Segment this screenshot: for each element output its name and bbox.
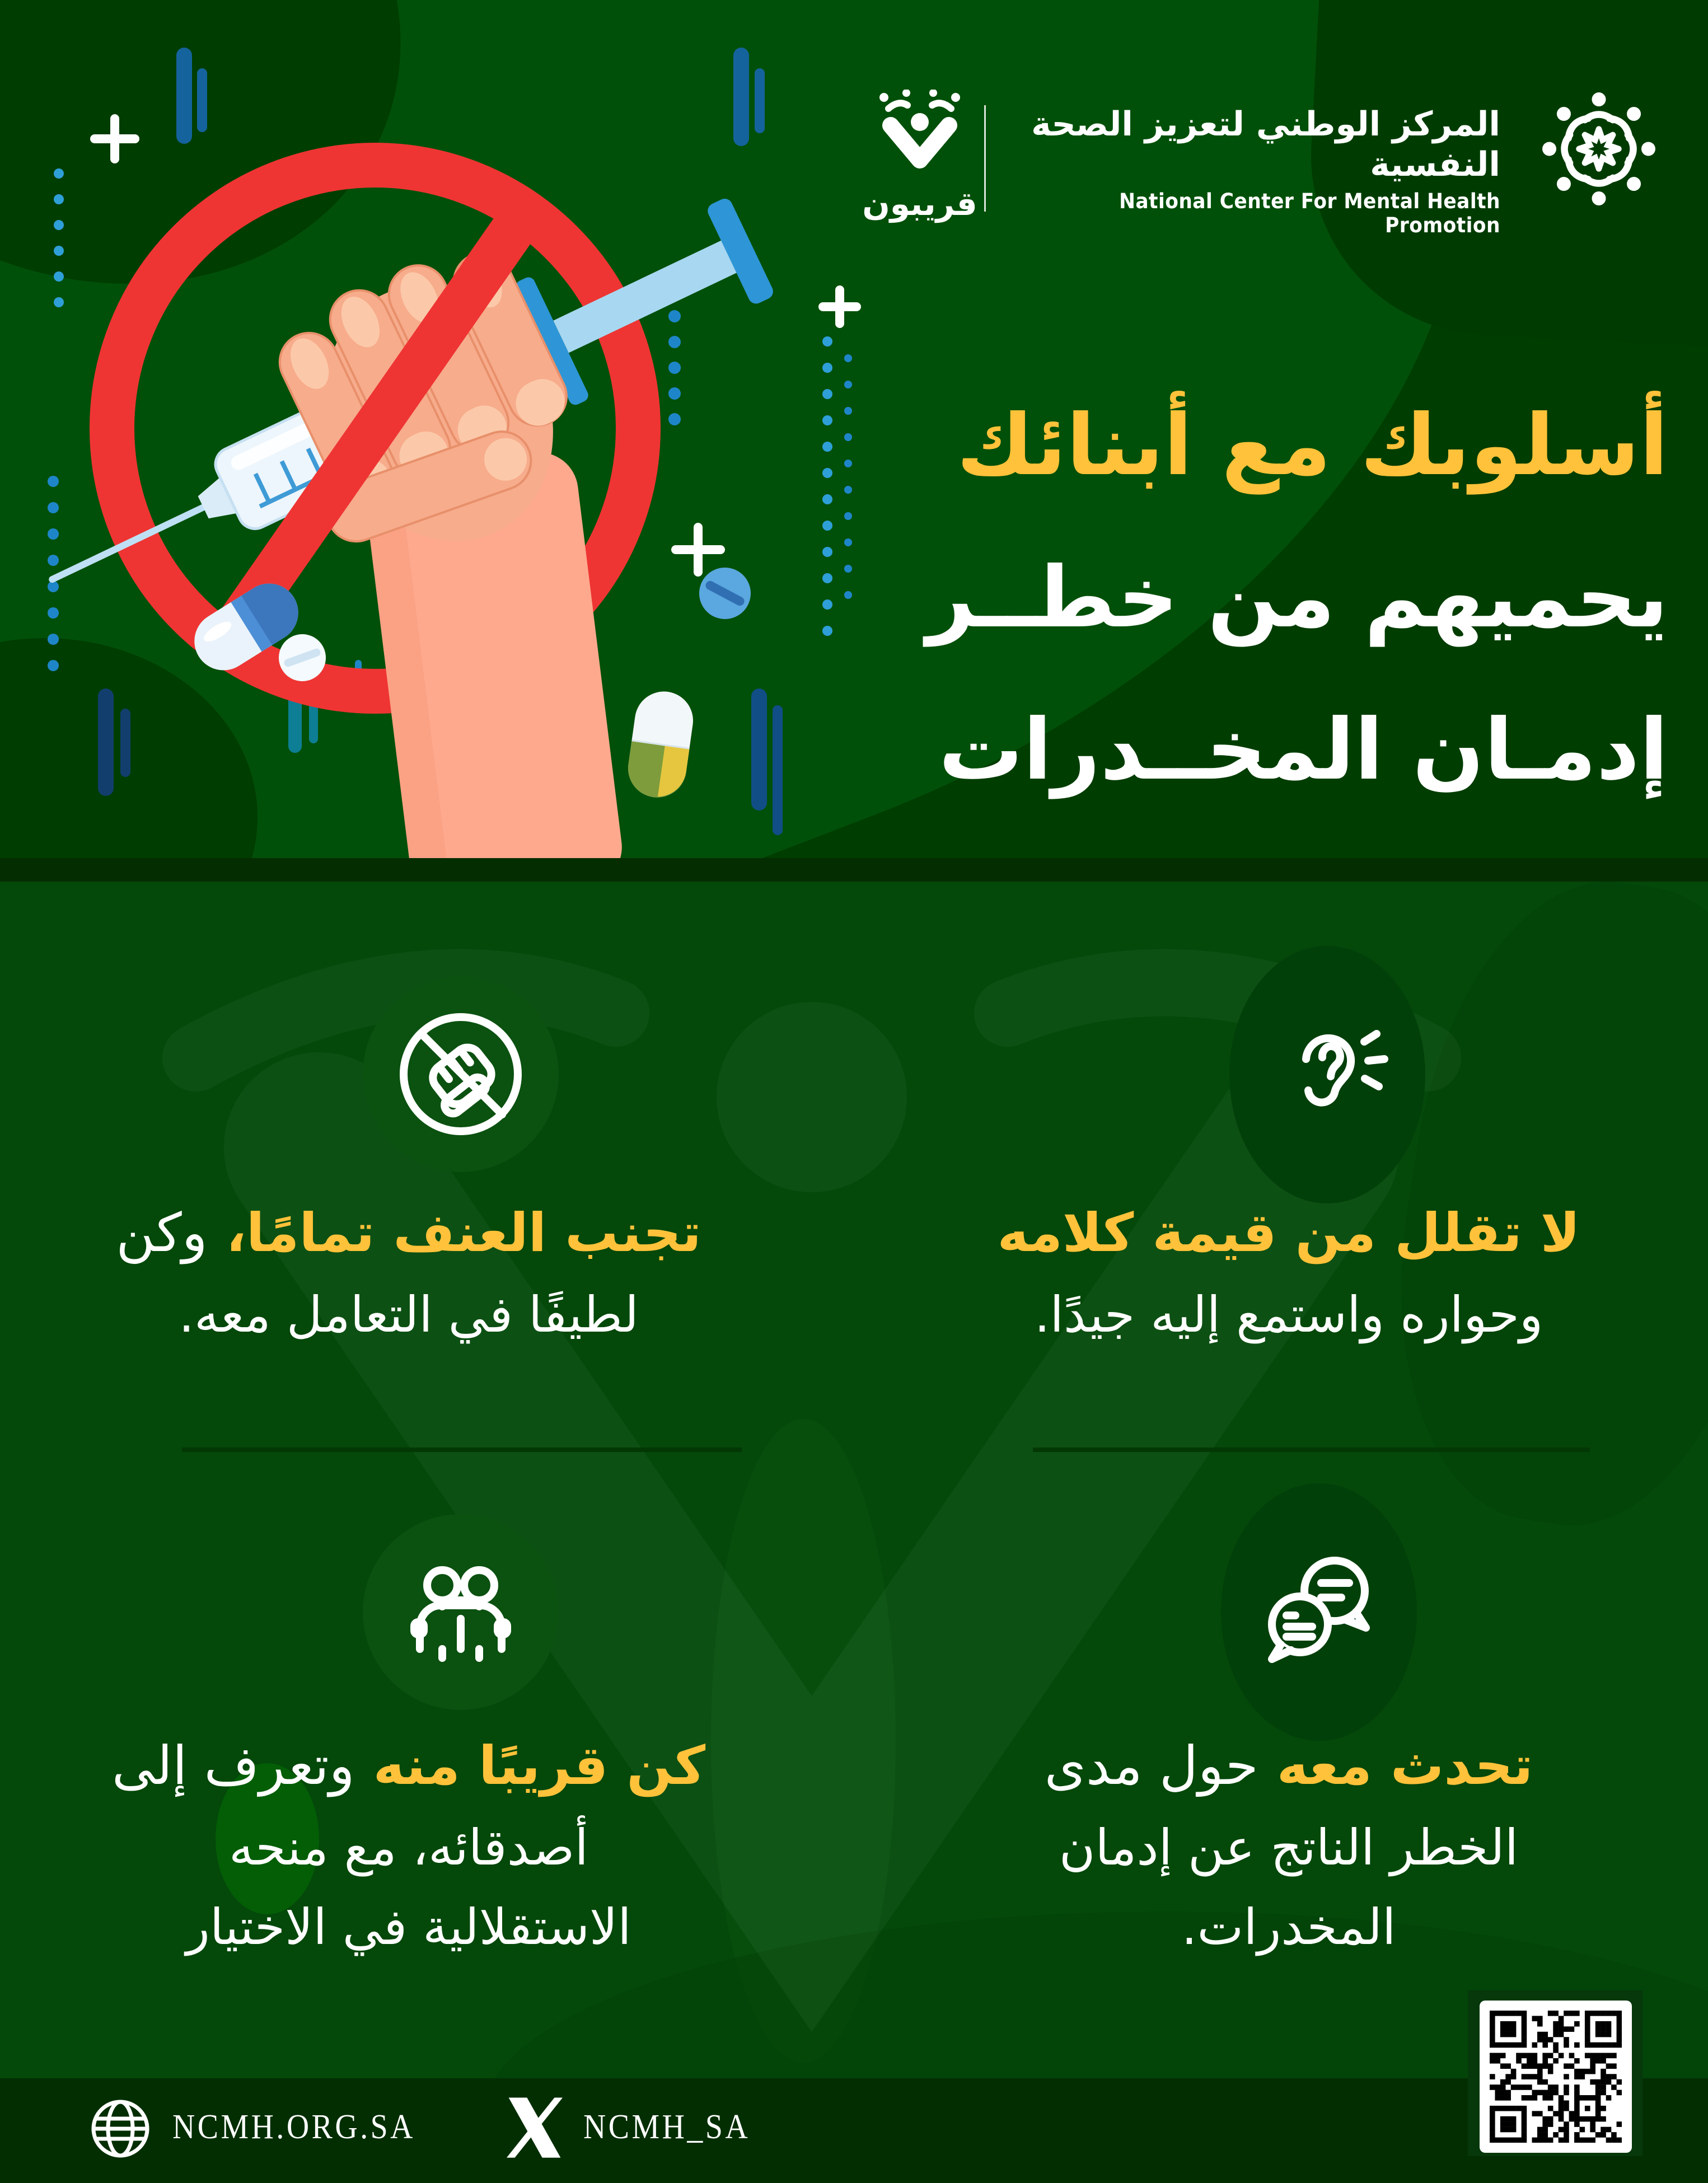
bar-accents-icon xyxy=(176,48,765,146)
qr-code[interactable] xyxy=(1480,2001,1632,2153)
dot-column-icon xyxy=(668,310,681,425)
no-violence-fist-icon xyxy=(388,1001,534,1147)
friends-together-icon xyxy=(388,1539,534,1685)
header-section xyxy=(0,0,1708,858)
ncmh-name-arabic: المركز الوطني لتعزيز الصحة النفسية xyxy=(1031,105,1500,184)
chat-bubbles-icon xyxy=(1246,1539,1392,1685)
ncmh-star-logo xyxy=(1529,77,1669,221)
tip-rest: وكن xyxy=(116,1202,208,1264)
tip-text xyxy=(958,1191,1619,1355)
footer xyxy=(0,2078,1708,2183)
tip-text xyxy=(958,1724,1619,1967)
tip-rest: وتعرف إلى xyxy=(111,1735,355,1797)
tip-highlight: تحدث معه xyxy=(1276,1735,1533,1797)
qareebon-figure-icon xyxy=(869,90,970,179)
tip-line2: وحواره واستمع إليه جيدًا. xyxy=(1034,1286,1543,1343)
website-link[interactable]: NCMH.ORG.SA xyxy=(172,2108,415,2146)
tip-highlight: لا تقلل من قيمة كلامه xyxy=(997,1202,1580,1264)
tips-section xyxy=(0,882,1708,2078)
section-divider-band xyxy=(0,858,1708,882)
ncmh-name-block xyxy=(996,104,1500,237)
bar-accents-icon xyxy=(751,688,783,835)
headline-line3: إدمـان المخــدرات xyxy=(938,701,1668,799)
headline-line2: يحميهم من خطــر xyxy=(926,549,1668,647)
qareebon-wordmark: قريبون xyxy=(862,185,977,223)
tip-line2: لطيفًا في التعامل معه. xyxy=(179,1286,639,1343)
dot-column-icon xyxy=(54,168,64,307)
no-drugs-illustration xyxy=(34,34,862,858)
tip-text xyxy=(78,1724,739,1967)
tip-line2: أصدقائه، مع منحه xyxy=(229,1819,588,1876)
brand-divider xyxy=(984,105,986,212)
headline-line1: أسلوبك مع أبنائك xyxy=(956,397,1668,494)
ear-listening-icon xyxy=(1255,1001,1400,1147)
tip-highlight: تجنب العنف تمامًا، xyxy=(226,1202,701,1264)
headline xyxy=(829,369,1668,826)
ncmh-name-english: National Center For Mental Health Promotion xyxy=(1119,189,1500,237)
capsule-pill-icon xyxy=(624,688,696,802)
x-handle[interactable]: NCMH_SA xyxy=(583,2108,751,2146)
tip-text xyxy=(78,1191,739,1355)
row-divider xyxy=(1033,1447,1590,1452)
tip-highlight: كن قريبًا منه xyxy=(373,1735,706,1797)
row-divider xyxy=(182,1447,742,1452)
qr-pattern xyxy=(1490,2011,1622,2143)
tip-line2: الخطر الناتج عن إدمان xyxy=(1059,1819,1519,1876)
tip-line3: الاستقلالية في الاختيار xyxy=(186,1898,631,1956)
bar-accents-icon xyxy=(98,688,130,796)
globe-icon xyxy=(90,2098,151,2159)
x-logo-icon xyxy=(507,2096,563,2160)
qareebon-logo xyxy=(861,90,979,223)
tip-line3: المخدرات. xyxy=(1181,1898,1396,1956)
tip-rest: حول مدى xyxy=(1044,1735,1258,1797)
